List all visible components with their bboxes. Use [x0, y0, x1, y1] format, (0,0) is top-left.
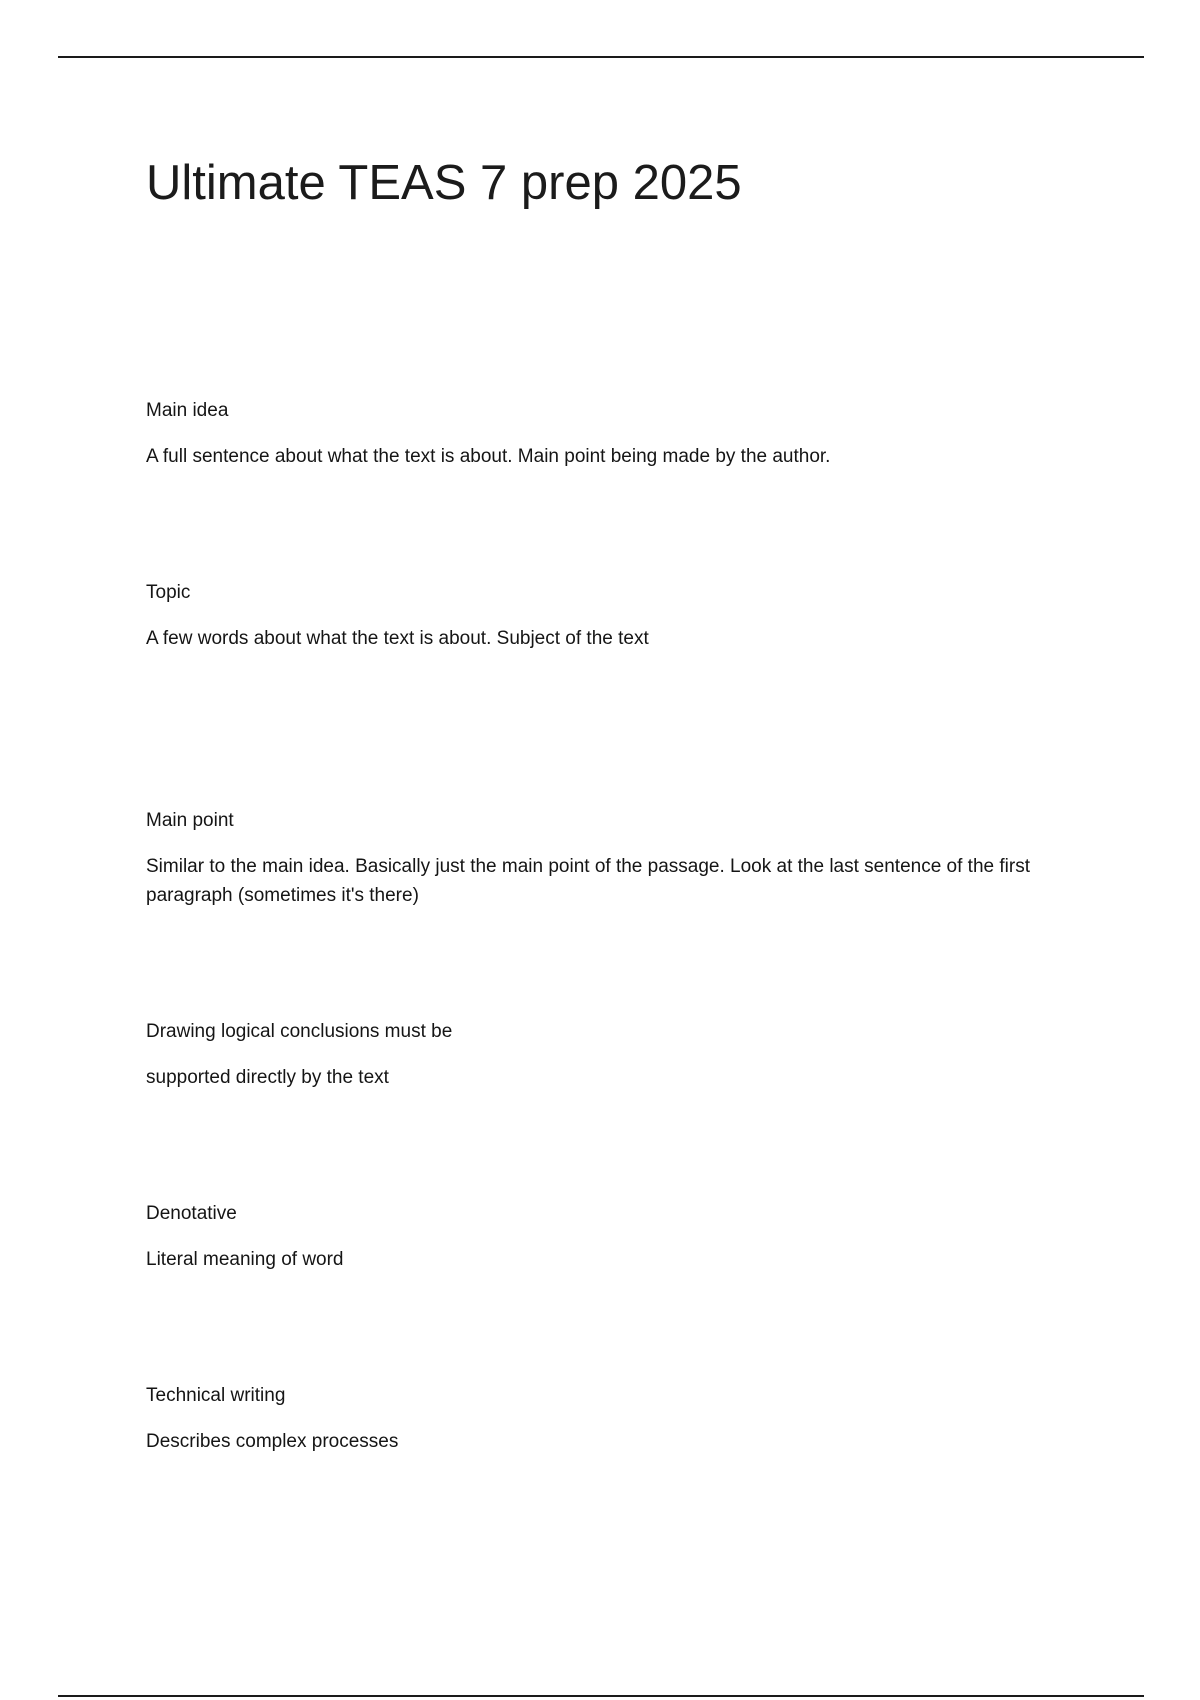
entry-definition: Literal meaning of word [146, 1249, 344, 1270]
entry-definition: Describes complex processes [146, 1431, 399, 1452]
entry-term: Drawing logical conclusions must be [146, 1021, 453, 1042]
entry-definition: supported directly by the text [146, 1067, 389, 1088]
top-rule [58, 56, 1144, 58]
flashcard-entry-denotative [146, 1199, 1076, 1274]
entry-term: Topic [146, 582, 191, 603]
flashcard-entry-main-point [146, 806, 1076, 910]
entry-definition: A full sentence about what the text is about. Main point being made by the author. [146, 446, 831, 467]
flashcard-entry-technical-writing [146, 1381, 1076, 1456]
bottom-rule [58, 1695, 1144, 1697]
entry-term: Technical writing [146, 1385, 286, 1406]
entry-term: Main idea [146, 400, 229, 421]
flashcard-entry-topic [146, 578, 1076, 653]
entry-term: Main point [146, 810, 234, 831]
entry-term: Denotative [146, 1203, 237, 1224]
flashcard-entry-main-idea [146, 396, 1076, 471]
entry-definition: Similar to the main idea. Basically just the main point of the passage. Look at the last sentence of the first paragraph (sometimes it's there) [146, 856, 1030, 906]
document-title: Ultimate TEAS 7 prep 2025 [146, 156, 742, 210]
flashcard-entry-logical-conclusions [146, 1017, 1076, 1092]
entry-definition: A few words about what the text is about. Subject of the text [146, 628, 649, 649]
